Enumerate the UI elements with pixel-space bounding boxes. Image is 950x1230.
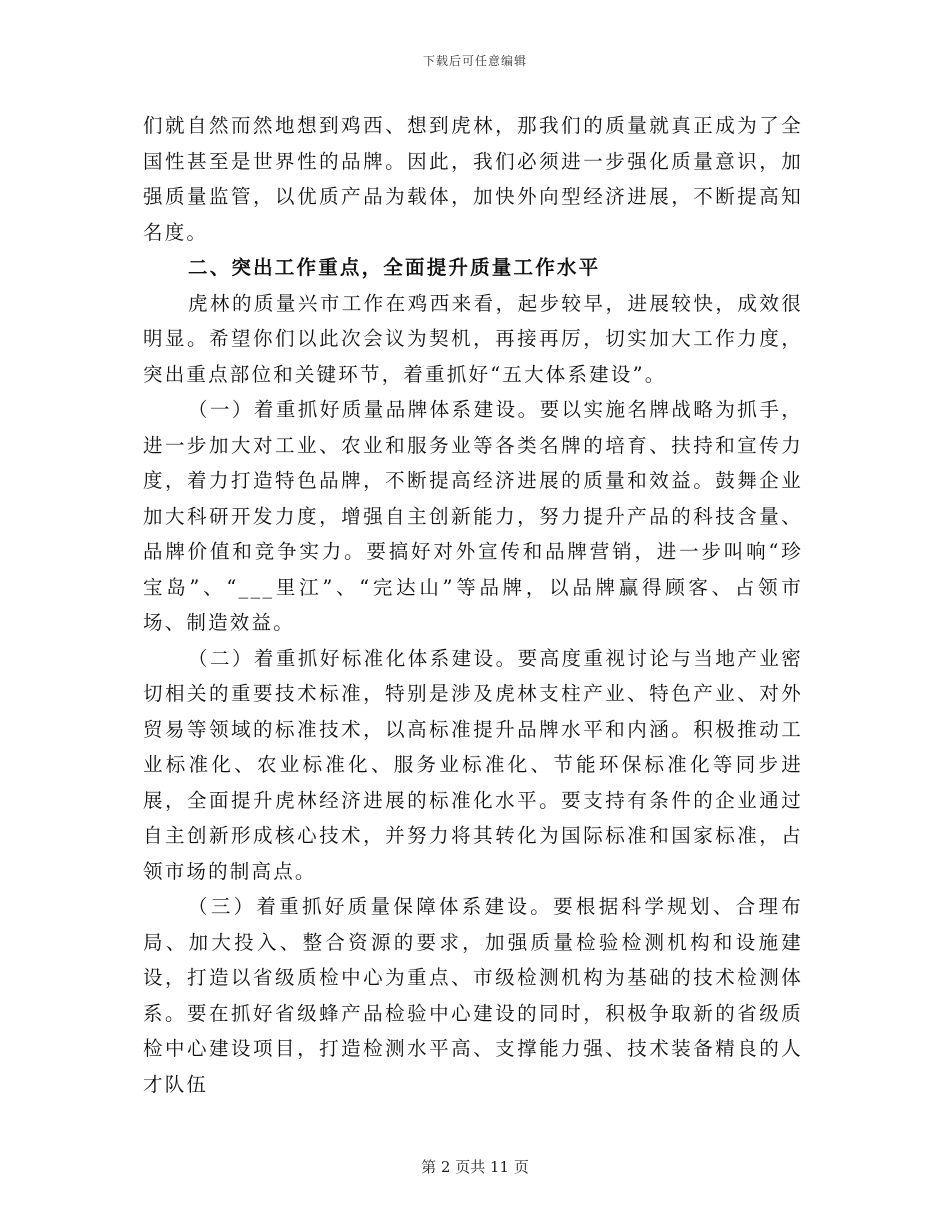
page-footer: 第 2 页共 11 页	[421, 1158, 529, 1176]
paragraph-item-2: （二）着重抓好标准化体系建设。要高度重视讨论与当地产业密切相关的重要技术标准，特别是涉及虎林支柱产业、特色产业、对外贸易等领域的标准技术，以高标准提升品牌水平和内涵。积极推动工业标准化、农业标准化、服务业标准化、节能环保标准化等同步进展，全面提升虎林经济进展的标准化水平。要支持有条件的企业通过自主创新形成核心技术，并努力将其转化为国际标准和国家标准，占领市场的制高点。	[143, 646, 803, 883]
paragraph-item-3: （三）着重抓好质量保障体系建设。要根据科学规划、合理布局、加大投入、整合资源的要求，加强质量检验检测机构和设施建设，打造以省级质检中心为重点、市级检测机构为基础的技术检测体系。要在抓好省级蜂产品检验中心建设的同时，积极争取新的省级质检中心建设项目，打造检测水平高、支撑能力强、技术装备精良的人才队伍	[143, 895, 803, 1096]
paragraph-continuation: 们就自然而然地想到鸡西、想到虎林，那我们的质量就真正成为了全国性甚至是世界性的品牌。因此，我们必须进一步强化质量意识，加强质量监管，以优质产品为载体，加快外向型经济进展，不断提高知名度。	[143, 114, 803, 244]
document-body	[143, 108, 803, 1102]
section-heading: 二、突出工作重点，全面提升质量工作水平	[188, 256, 601, 279]
paragraph-item-1: （一）着重抓好质量品牌体系建设。要以实施名牌战略为抓手，进一步加大对工业、农业和服务业等各类名牌的培育、扶持和宣传力度，着力打造特色品牌，不断提高经济进展的质量和效益。鼓舞企业加大科研开发力度，增强自主创新能力，努力提升产品的科技含量、品牌价值和竞争实力。要搞好对外宣传和品牌营销，进一步叫响“珍宝岛”、“___里江”、“完达山”等品牌，以品牌赢得顾客、占领市场、制造效益。	[143, 398, 803, 634]
paragraph-intro: 虎林的质量兴市工作在鸡西来看，起步较早，进展较快，成效很明显。希望你们以此次会议为契机，再接再厉，切实加大工作力度，突出重点部位和关键环节，着重抓好“五大体系建设”。	[143, 291, 803, 386]
page-header: 下载后可任意编辑	[422, 54, 527, 68]
